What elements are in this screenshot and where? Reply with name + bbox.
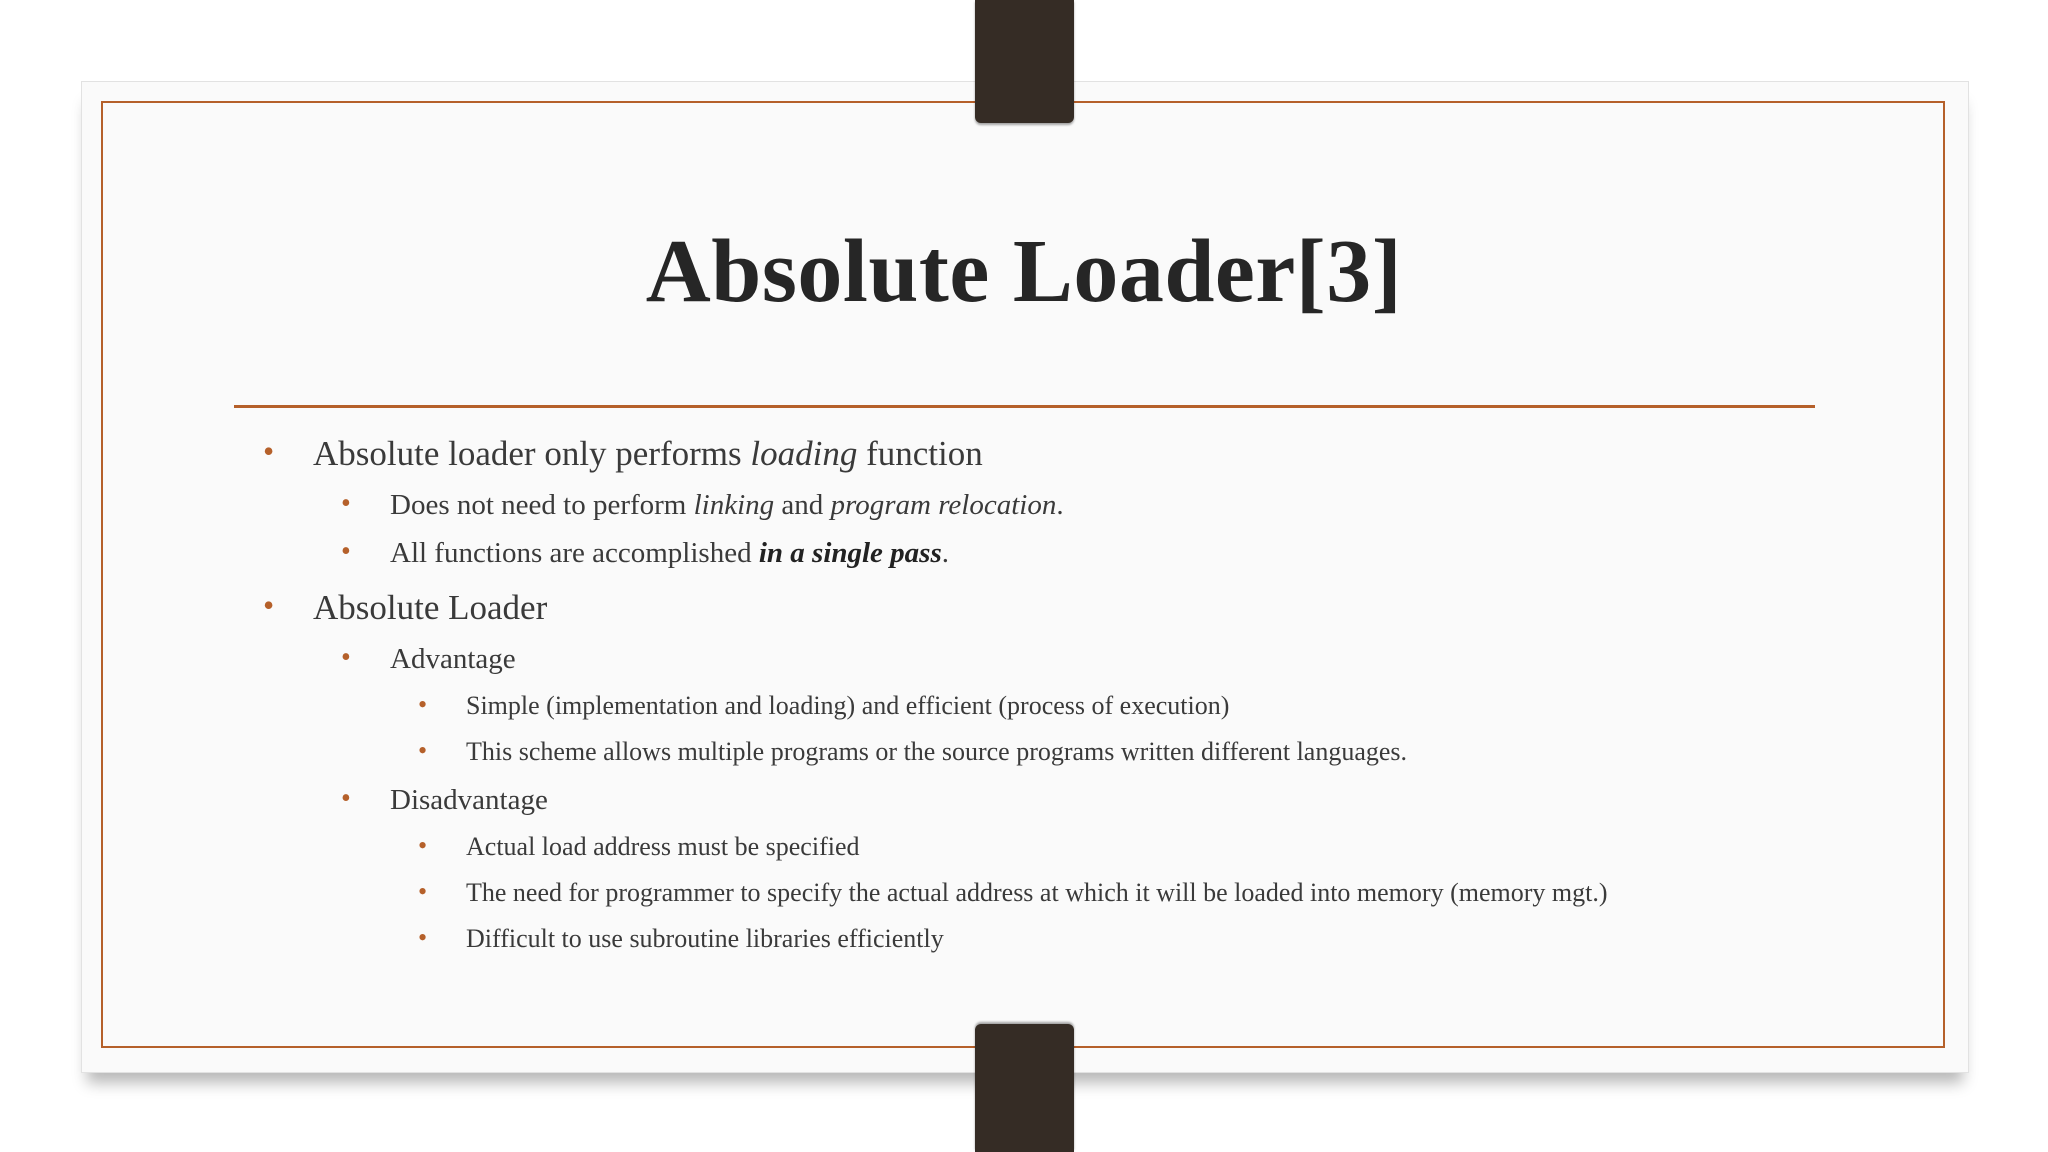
bullet-item-advantage: Advantage: [390, 643, 516, 675]
bullet-marker: •: [418, 877, 428, 906]
bullet-text: .: [1056, 489, 1064, 521]
bullet-item-loading-function: [313, 434, 983, 474]
bullet-item-disadvantage: Disadvantage: [390, 784, 548, 816]
bullet-marker: •: [418, 923, 428, 952]
bullet-marker: •: [341, 783, 351, 814]
bullet-item-programmer-address: The need for programmer to specify the actual address at which it will be loaded into memory (memory mgt.): [466, 878, 1608, 907]
bullet-item-absolute-loader: Absolute Loader: [313, 588, 548, 627]
bullet-marker: •: [418, 736, 428, 765]
bullet-item-load-address: Actual load address must be specified: [466, 832, 860, 861]
bullet-marker: •: [263, 433, 275, 469]
bullet-text: All functions are accomplished: [390, 537, 759, 569]
bullet-item-simple-efficient: Simple (implementation and loading) and efficient (process of execution): [466, 691, 1230, 720]
bullet-marker: •: [341, 488, 351, 519]
bullet-emphasis: program relocation: [830, 489, 1057, 521]
bullet-item-subroutine-libraries: Difficult to use subroutine libraries efficiently: [466, 924, 944, 953]
bullet-marker: •: [341, 642, 351, 673]
bullet-text: Absolute loader only performs: [313, 434, 751, 473]
bullet-marker: •: [418, 690, 428, 719]
bullet-item-multiple-programs: This scheme allows multiple programs or the source programs written different languages.: [466, 737, 1408, 766]
bullet-item-single-pass: [390, 537, 949, 570]
bullet-emphasis: loading: [750, 434, 858, 473]
bullet-marker: •: [341, 536, 351, 567]
bullet-text: Does not need to perform: [390, 489, 694, 521]
bullet-text: function: [857, 434, 983, 473]
bullet-text: and: [774, 489, 831, 521]
bullet-text: .: [941, 537, 950, 569]
bullet-item-no-linking: [390, 489, 1064, 522]
bullet-marker: •: [263, 587, 275, 623]
bullet-marker: •: [418, 831, 428, 860]
bullet-emphasis: linking: [693, 489, 775, 521]
slide-title: Absolute Loader[3]: [645, 222, 1403, 321]
bullet-strong-emphasis: in a single pass: [758, 537, 942, 569]
